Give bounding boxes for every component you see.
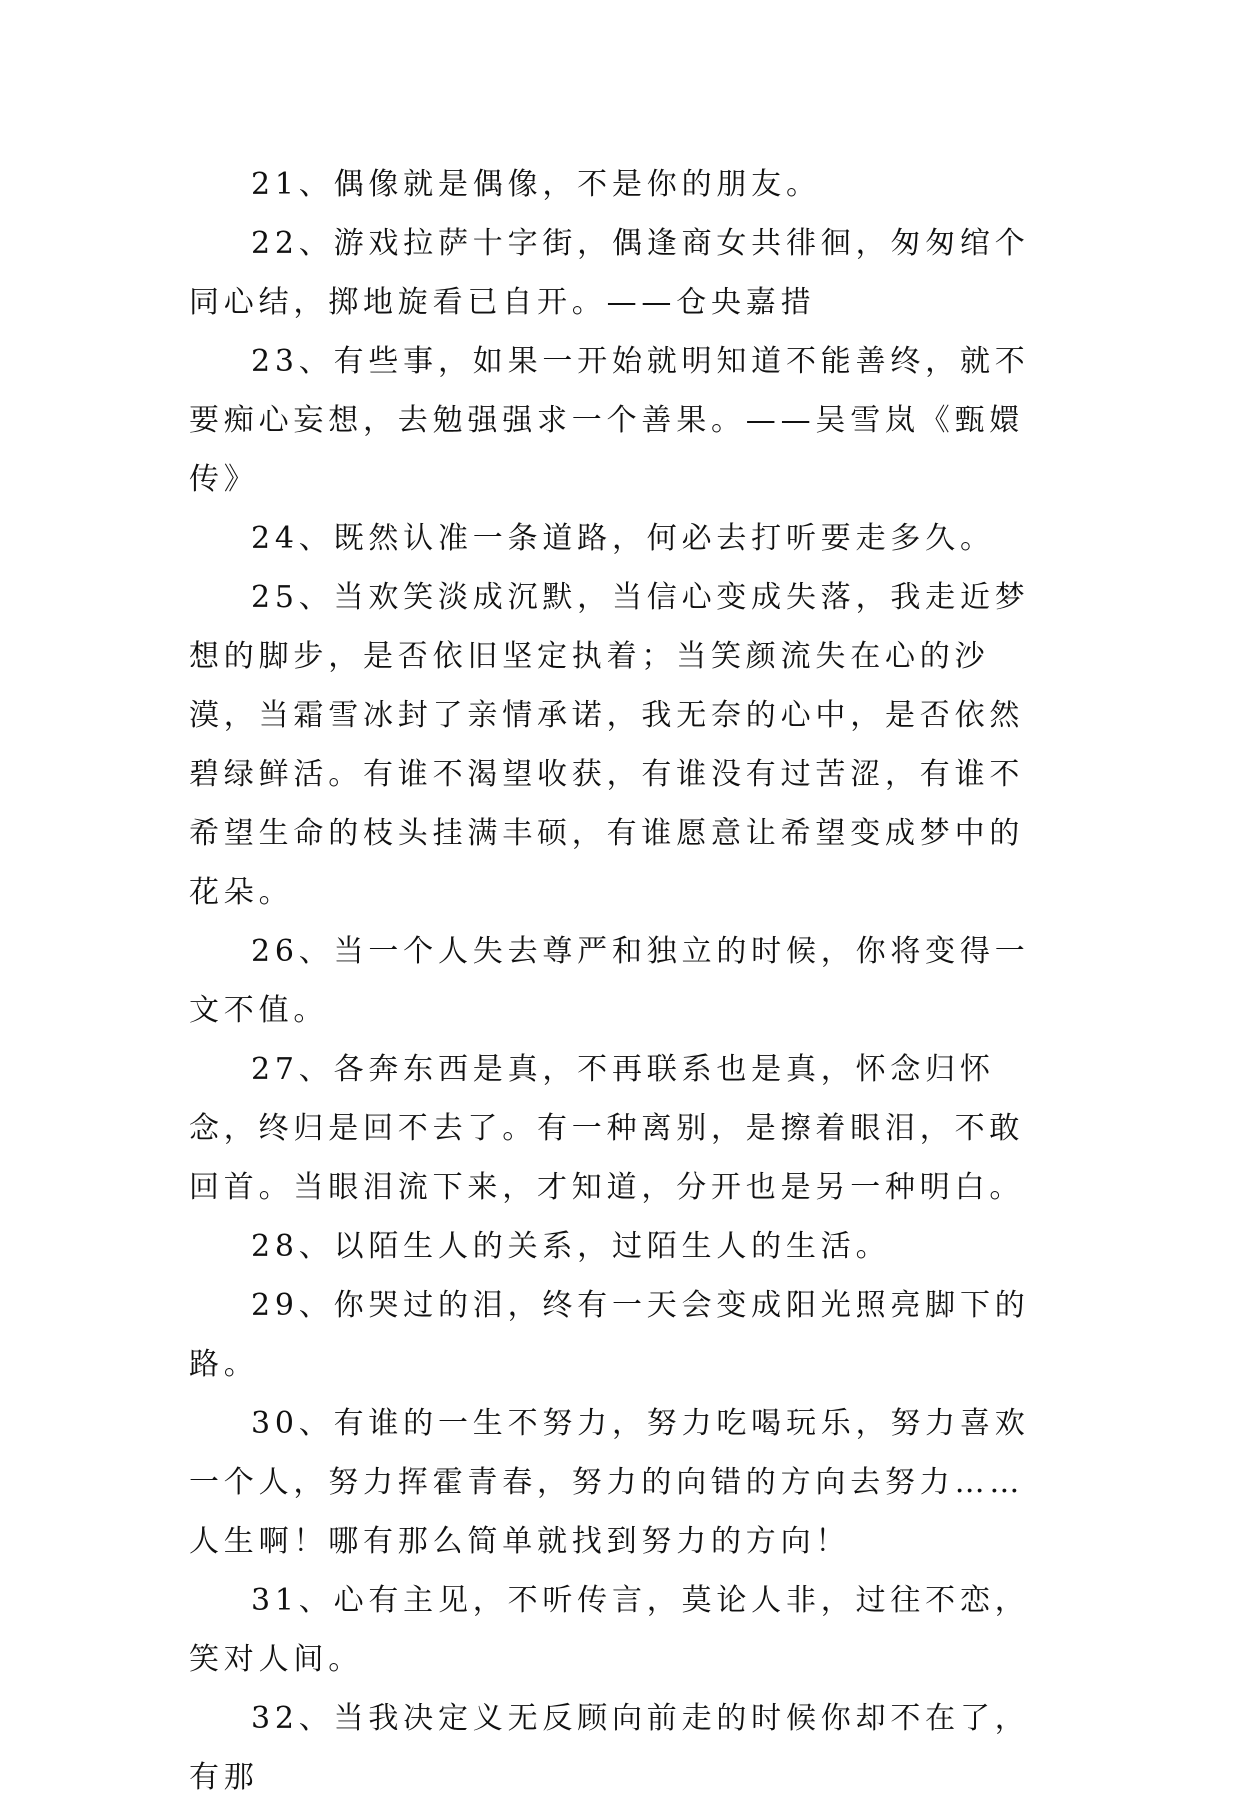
quote-27: 27、各奔东西是真，不再联系也是真，怀念归怀念，终归是回不去了。有一种离别，是擦着眼泪，不敢回首。当眼泪流下来，才知道，分开也是另一种明白。 [189,1052,1025,1205]
document-body [189,155,1049,1807]
quote-25: 25、当欢笑淡成沉默，当信心变成失落，我走近梦想的脚步，是否依旧坚定执着；当笑颜流失在心的沙漠，当霜雪冰封了亲情承诺，我无奈的心中，是否依然碧绿鲜活。有谁不渴望收获，有谁没有过苦涩，有谁不希望生命的枝头挂满丰硕，有谁愿意让希望变成梦中的花朵。 [189,580,1030,910]
quote-21: 21、偶像就是偶像，不是你的朋友。 [251,167,821,202]
quote-24: 24、既然认准一条道路，何必去打听要走多久。 [251,521,995,556]
quote-26: 26、当一个人失去尊严和独立的时候，你将变得一文不值。 [189,934,1030,1028]
quote-23: 23、有些事，如果一开始就明知道不能善终，就不要痴心妄想，去勉强强求一个善果。——吴雪岚《甄嬛传》 [189,344,1030,497]
quote-22: 22、游戏拉萨十字街，偶逢商女共徘徊，匆匆绾个同心结，掷地旋看已自开。——仓央嘉措 [189,226,1030,320]
quote-31: 31、心有主见，不听传言，莫论人非，过往不恋，笑对人间。 [189,1583,1030,1677]
quote-28: 28、以陌生人的关系，过陌生人的生活。 [251,1229,891,1264]
quote-29: 29、你哭过的泪，终有一天会变成阳光照亮脚下的路。 [189,1288,1030,1382]
quote-30: 30、有谁的一生不努力，努力吃喝玩乐，努力喜欢一个人，努力挥霍青春，努力的向错的方向去努力……人生啊！哪有那么简单就找到努力的方向！ [189,1406,1030,1559]
quote-32: 32、当我决定义无反顾向前走的时候你却不在了，有那 [189,1701,1030,1795]
